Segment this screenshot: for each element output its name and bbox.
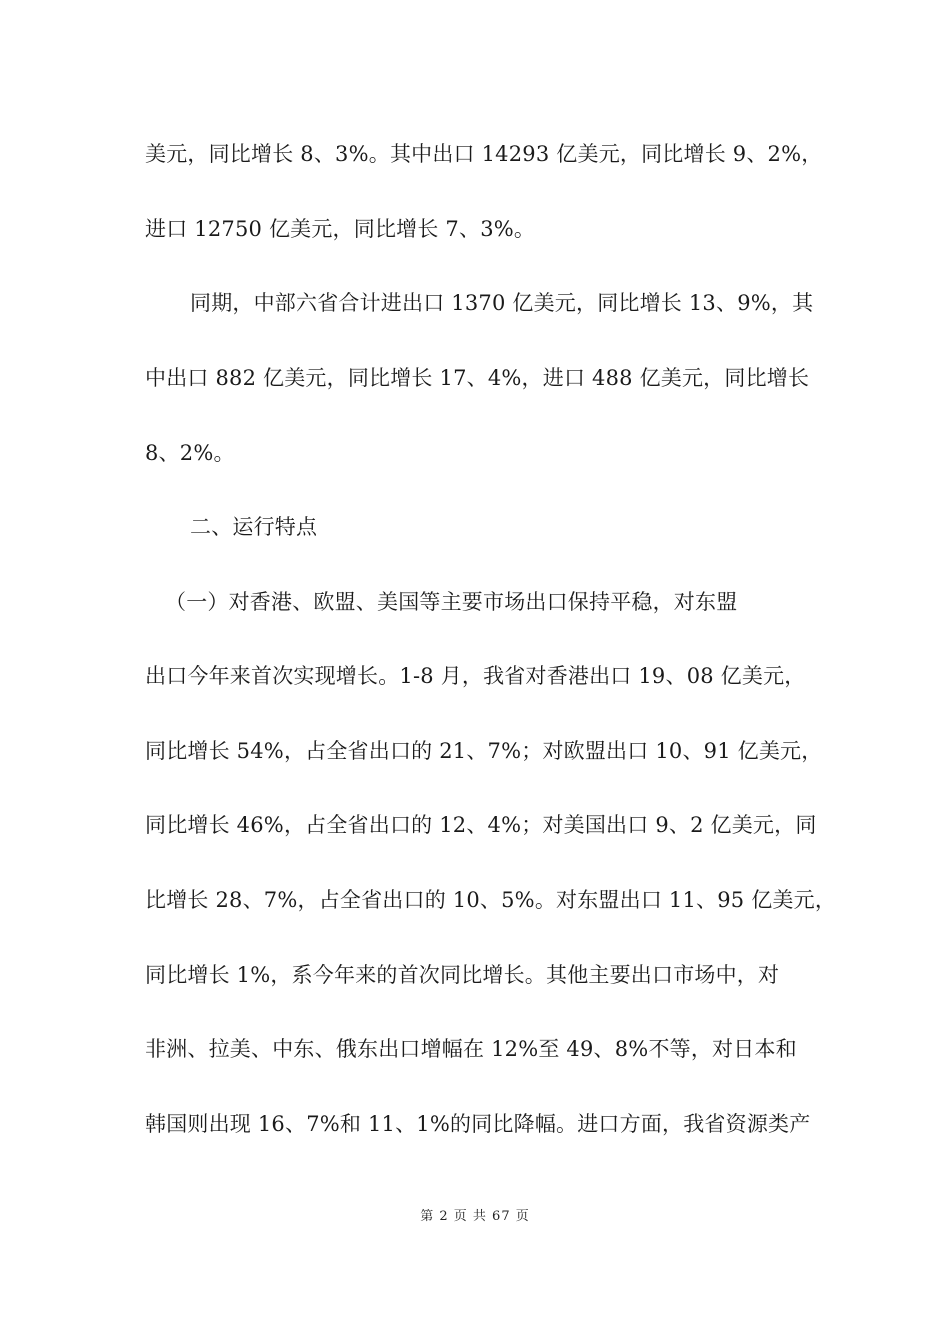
paragraph-line: 非洲、拉美、中东、俄东出口增幅在 12%至 49、8%不等，对日本和: [145, 1037, 797, 1061]
paragraph-line: 出口今年来首次实现增长。1-8 月，我省对香港出口 19、08 亿美元，: [145, 664, 806, 688]
paragraph-line: 同比增长 54%，占全省出口的 21、7%；对欧盟出口 10、91 亿美元，: [145, 739, 823, 763]
paragraph-line: 同期，中部六省合计进出口 1370 亿美元，同比增长 13、9%，其: [190, 291, 814, 315]
page-footer: 第 2 页 共 67 页: [420, 1209, 530, 1224]
paragraph-line: 美元，同比增长 8、3%。其中出口 14293 亿美元，同比增长 9、2%，: [145, 142, 823, 166]
paragraph-line: （一）对香港、欧盟、美国等主要市场出口保持平稳，对东盟: [165, 590, 738, 614]
paragraph-line: 韩国则出现 16、7%和 11、1%的同比降幅。进口方面，我省资源类产: [145, 1112, 811, 1136]
paragraph-line: 中出口 882 亿美元，同比增长 17、4%，进口 488 亿美元，同比增长: [145, 366, 810, 390]
paragraph-line: 进口 12750 亿美元，同比增长 7、3%。: [145, 217, 536, 241]
paragraph-line: 同比增长 1%，系今年来的首次同比增长。其他主要出口市场中，对: [145, 963, 780, 987]
paragraph-line: 比增长 28、7%，占全省出口的 10、5%。对东盟出口 11、95 亿美元，: [145, 888, 837, 912]
paragraph-line: 同比增长 46%，占全省出口的 12、4%；对美国出口 9、2 亿美元，同: [145, 813, 817, 837]
paragraph-line: 8、2%。: [145, 441, 235, 465]
section-heading: 二、运行特点: [190, 515, 318, 539]
